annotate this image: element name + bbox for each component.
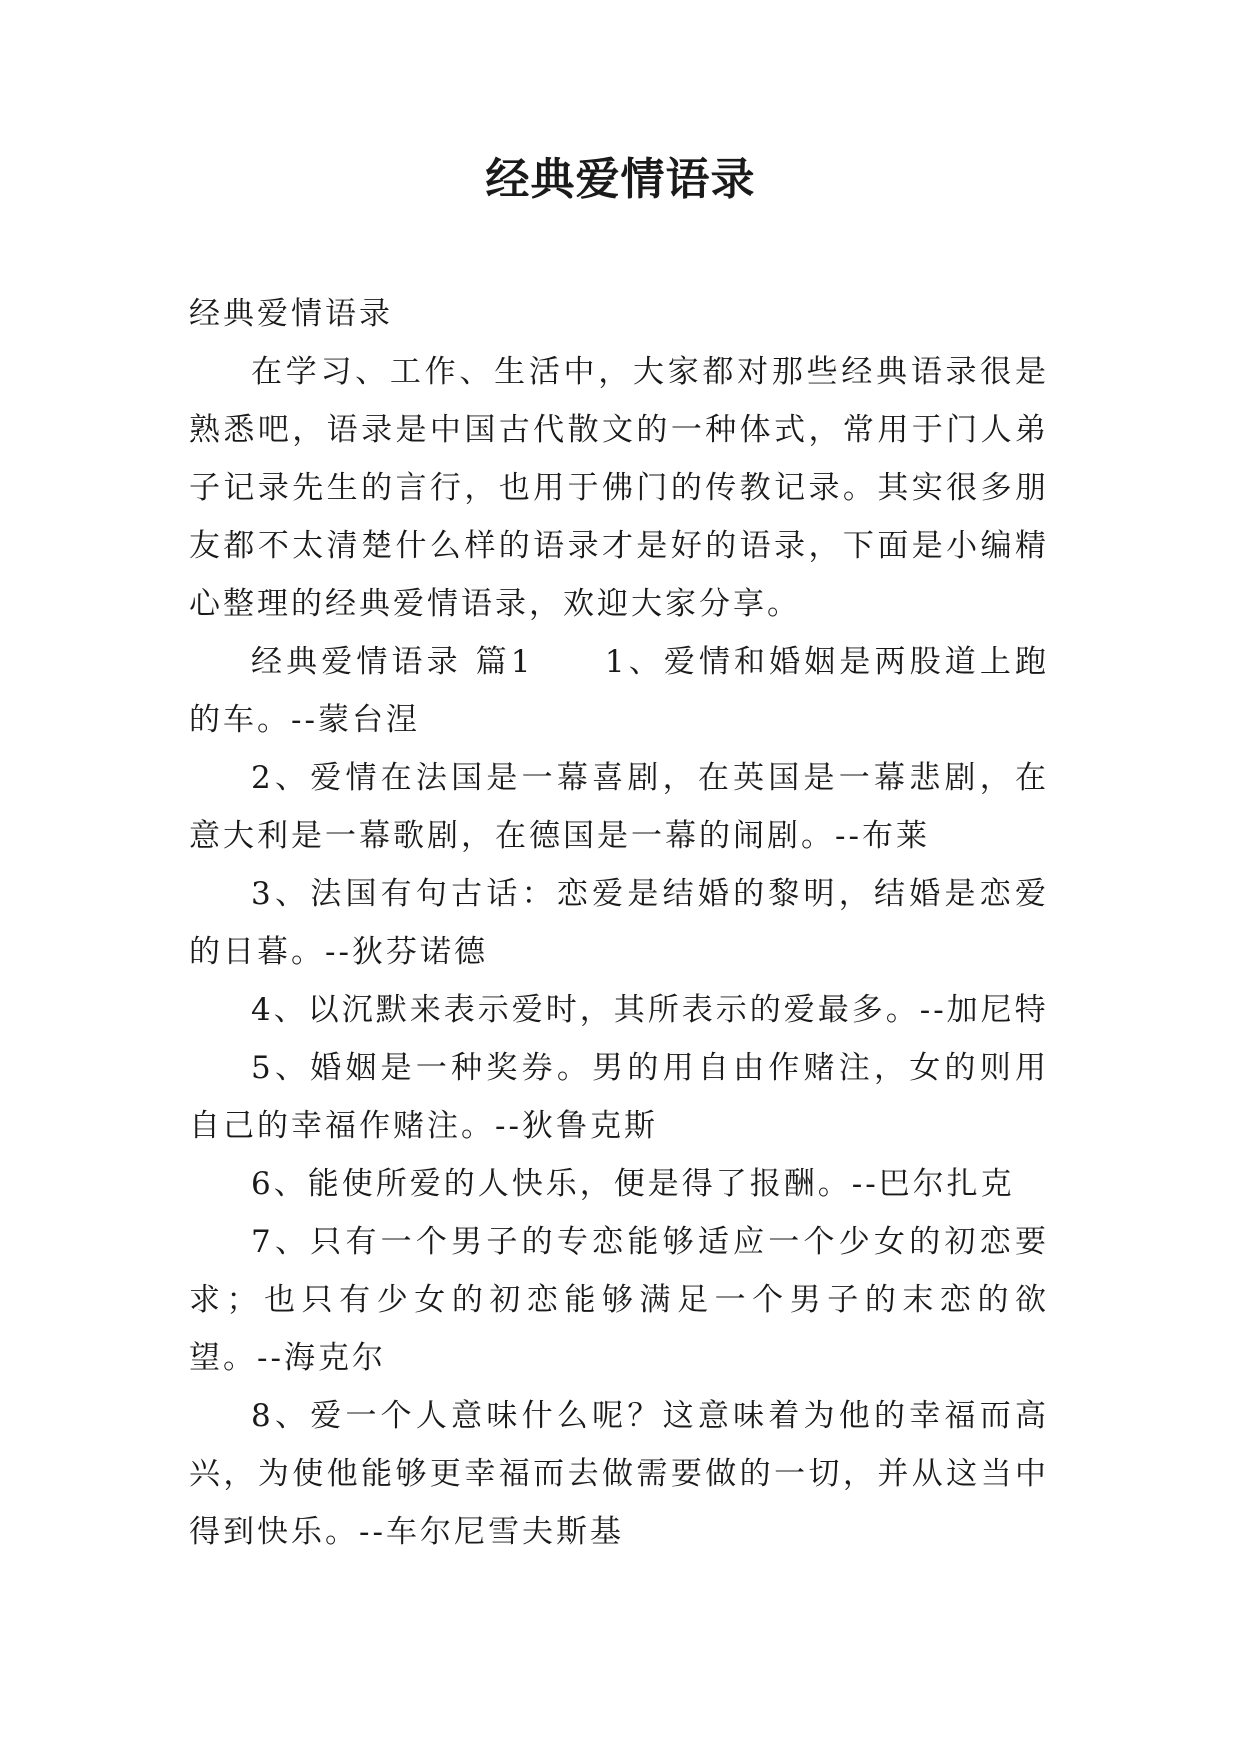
intro-paragraph: 在学习、工作、生活中，大家都对那些经典语录很是熟悉吧，语录是中国古代散文的一种体式，常用于门人弟子记录先生的言行，也用于佛门的传教记录。其实很多朋友都不太清楚什么样的语录才是好的语录，下面是小编精心整理的经典爱情语录，欢迎大家分享。 bbox=[189, 354, 1049, 622]
quote-paragraph-3: 3、法国有句古话：恋爱是结婚的黎明，结婚是恋爱的日暮。--狄芬诺德 bbox=[189, 876, 1049, 970]
quote-paragraph-4: 4、以沉默来表示爱时，其所表示的爱最多。--加尼特 bbox=[251, 992, 1049, 1028]
document-body bbox=[189, 285, 1049, 1561]
quote-paragraph-2: 2、爱情在法国是一幕喜剧，在英国是一幕悲剧，在意大利是一幕歌剧，在德国是一幕的闹剧。--布莱 bbox=[189, 760, 1049, 854]
quote-paragraph-5: 5、婚姻是一种奖券。男的用自由作赌注，女的则用自己的幸福作赌注。--狄鲁克斯 bbox=[189, 1050, 1049, 1144]
quote-paragraph-7: 7、只有一个男子的专恋能够适应一个少女的初恋要求；也只有少女的初恋能够满足一个男子的末恋的欲望。--海克尔 bbox=[189, 1224, 1049, 1376]
document-title: 经典爱情语录 bbox=[485, 154, 756, 205]
quote-paragraph-8: 8、爱一个人意味什么呢？这意味着为他的幸福而高兴，为使他能够更幸福而去做需要做的一切，并从这当中得到快乐。--车尔尼雪夫斯基 bbox=[189, 1398, 1049, 1550]
quote-paragraph-6: 6、能使所爱的人快乐，便是得了报酬。--巴尔扎克 bbox=[251, 1166, 1015, 1202]
section-heading: 经典爱情语录 bbox=[189, 296, 393, 332]
quote-paragraph-1: 经典爱情语录 篇1 1、爱情和婚姻是两股道上跑的车。--蒙台涅 bbox=[189, 644, 1049, 738]
